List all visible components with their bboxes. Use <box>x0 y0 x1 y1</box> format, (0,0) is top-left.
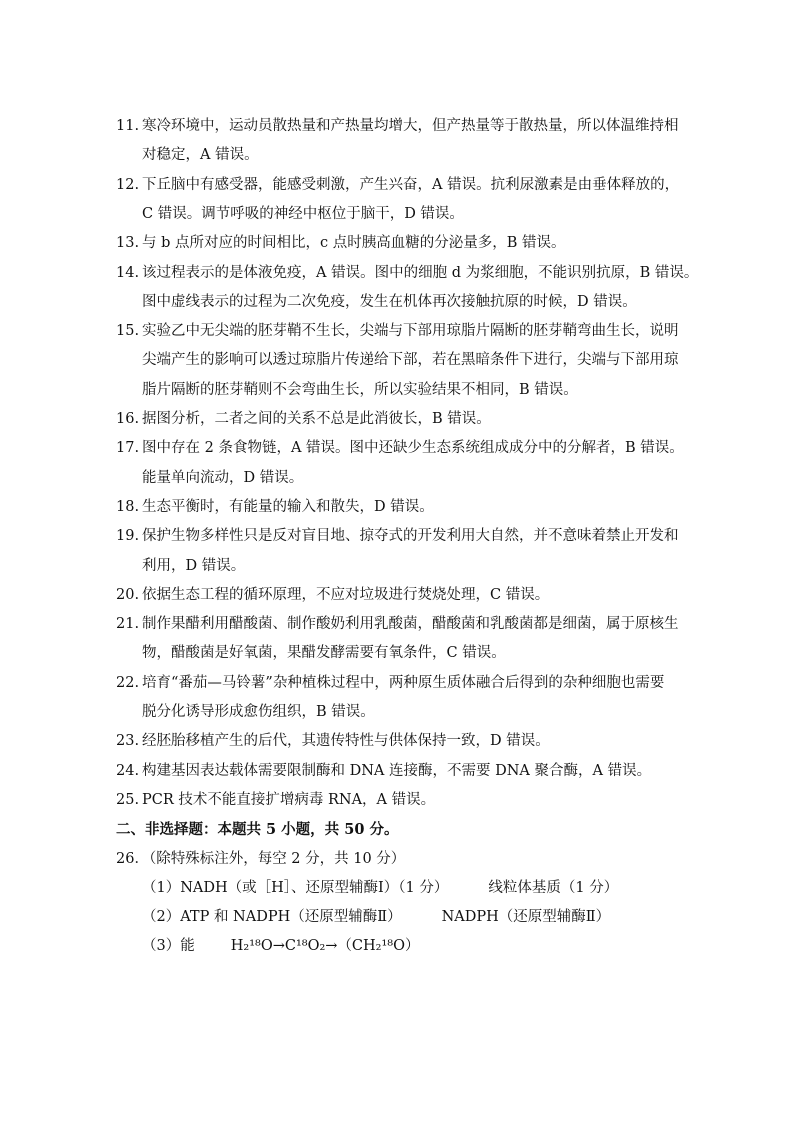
item-text-line: 利用，D 错误。 <box>142 557 246 574</box>
item-text-line: 保护生物多样性只是反对盲目地、掠夺式的开发利用大自然，并不意味着禁止开发和 <box>142 528 679 545</box>
item-number: 23. <box>116 733 140 750</box>
item-number: 15. <box>116 323 140 340</box>
item-number: 18. <box>116 498 140 515</box>
item-text-line: 据图分析，二者之间的关系不总是此消彼长，B 错误。 <box>142 411 491 427</box>
item-text-line: 培育“番茄—马铃薯”杂种植株过程中，两种原生质体融合后得到的杂种细胞也需要 <box>142 674 665 691</box>
answer-26-2-part2: NADPH（还原型辅酶Ⅱ） <box>441 909 611 925</box>
item-text-line: 图中虚线表示的过程为二次免疫，发生在机体再次接触抗原的时候，D 错误。 <box>142 293 637 310</box>
answer-26-1 <box>142 878 618 898</box>
item-text-line: 脱分化诱导形成愈伤组织，B 错误。 <box>142 704 375 720</box>
answer-26-3 <box>142 936 420 956</box>
item-text-line: 脂片隔断的胚芽鞘则不会弯曲生长，所以实验结果不相同，B 错误。 <box>142 381 578 398</box>
item-number: 16. <box>116 411 140 427</box>
question-26-header: 26．（除特殊标注外，每空 2 分，共 10 分） <box>116 851 406 867</box>
item-text-line: 尖端产生的影响可以透过琼脂片传递给下部，若在黑暗条件下进行，尖端与下部用琼 <box>142 352 679 369</box>
item-text-line: 与 b 点所对应的时间相比，c 点时胰高血糖的分泌量多，B 错误。 <box>142 235 566 252</box>
item-text-line: 制作果醋利用醋酸菌、制作酸奶利用乳酸菌，醋酸菌和乳酸菌都是细菌，属于原核生 <box>142 616 679 633</box>
item-text-line: C 错误。调节呼吸的神经中枢位于脑干，D 错误。 <box>142 205 464 222</box>
item-text-line: 图中存在 2 条食物链，A 错误。图中还缺少生态系统组成成分中的分解者，B 错误。 <box>142 440 684 457</box>
item-number: 11. <box>116 118 140 134</box>
item-text-line: PCR 技术不能直接扩增病毒 RNA，A 错误。 <box>142 791 436 808</box>
item-number: 24. <box>116 762 140 779</box>
item-text-line: 构建基因表达载体需要限制酶和 DNA 连接酶，不需要 DNA 聚合酶，A 错误。 <box>142 762 652 779</box>
item-text-line: 生态平衡时，有能量的输入和散失，D 错误。 <box>142 498 434 515</box>
item-number: 19. <box>116 528 140 545</box>
item-number: 17. <box>116 440 140 457</box>
item-text-line: 依据生态工程的循环原理，不应对垃圾进行焚烧处理，C 错误。 <box>142 586 550 603</box>
answer-26-2-part1: （2）ATP 和 NADPH（还原型辅酶Ⅱ） <box>142 909 402 925</box>
item-text-line: 寒冷环境中，运动员散热量和产热量均增大，但产热量等于散热量，所以体温维持相 <box>142 118 679 134</box>
item-text-line: 该过程表示的是体液免疫，A 错误。图中的细胞 d 为浆细胞，不能识别抗原，B 错误。 <box>142 264 699 281</box>
answer-26-2 <box>142 907 610 927</box>
answer-26-1-part1: （1）NADH（或［H］、还原型辅酶Ⅰ）（1 分） <box>142 880 449 896</box>
item-text-line: 能量单向流动，D 错误。 <box>142 469 304 486</box>
item-text-line: 对稳定，A 错误。 <box>142 147 259 164</box>
section-heading: 二、非选择题：本题共 5 小题，共 50 分。 <box>116 821 399 838</box>
answer-26-1-part2: 线粒体基质（1 分） <box>488 880 619 896</box>
item-text-line: 下丘脑中有感受器，能感受刺激，产生兴奋，A 错误。抗利尿激素是由垂体释放的， <box>142 176 680 193</box>
item-number: 14. <box>116 264 140 281</box>
item-number: 13. <box>116 235 140 252</box>
item-text-line: 物，醋酸菌是好氧菌，果醋发酵需要有氧条件，C 错误。 <box>142 645 506 662</box>
item-number: 20. <box>116 586 140 603</box>
item-text-line: 实验乙中无尖端的胚芽鞘不生长，尖端与下部用琼脂片隔断的胚芽鞘弯曲生长，说明 <box>142 323 679 340</box>
item-number: 25. <box>116 791 140 808</box>
item-number: 22. <box>116 674 140 691</box>
item-number: 12. <box>116 176 140 193</box>
answer-26-3-formula: H₂¹⁸O→C¹⁸O₂→（CH₂¹⁸O） <box>230 938 420 954</box>
item-number: 21. <box>116 616 140 633</box>
item-text-line: 经胚胎移植产生的后代，其遗传特性与供体保持一致，D 错误。 <box>142 733 550 750</box>
answer-26-3-label: （3）能 <box>142 938 195 954</box>
